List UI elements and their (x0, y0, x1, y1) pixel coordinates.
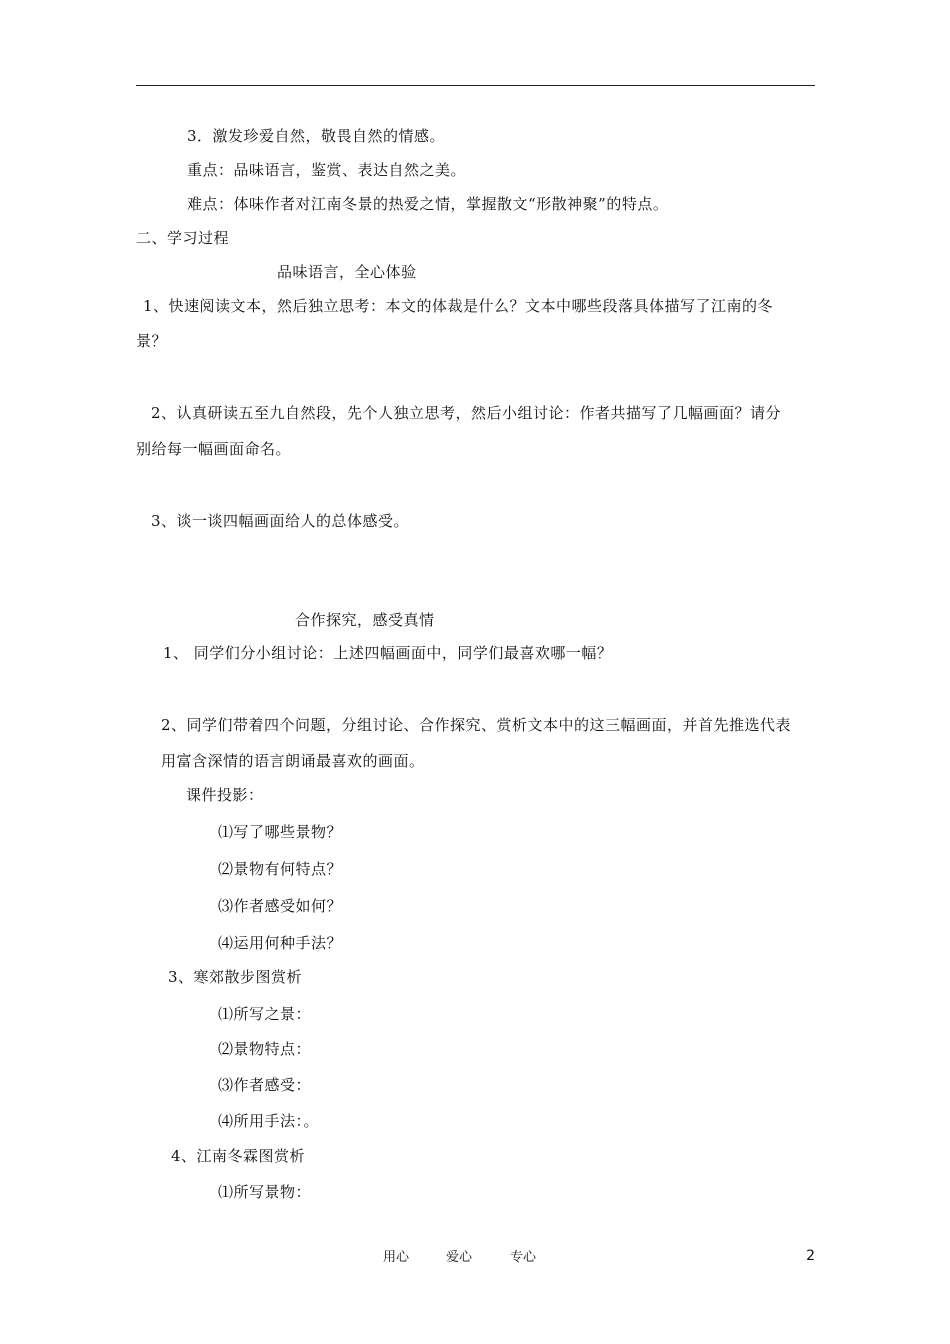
part1-q2-line1: 2、认真研读五至九自然段，先个人独立思考，然后小组讨论：作者共描写了几幅画面？请分 (151, 404, 782, 422)
q3-item: ⑵景物特点： (218, 1040, 312, 1058)
q4-item: ⑴所写景物： (218, 1183, 312, 1201)
footer-motto-1: 用心 (383, 1250, 410, 1265)
part2-q1: 1、 同学们分小组讨论：上述四幅画面中，同学们最喜欢哪一幅？ (163, 644, 613, 662)
part2-q2-line2: 用富含深情的语言朗诵最喜欢的画面。 (161, 752, 425, 770)
section-heading: 二、学习过程 (136, 229, 230, 247)
projection-item: ⑴写了哪些景物？ (218, 823, 343, 841)
q3-item: ⑷所用手法：。 (218, 1112, 320, 1130)
part1-q1-line1: 1、快速阅读文本，然后独立思考：本文的体裁是什么？文本中哪些段落具体描写了江南的冬 (143, 297, 774, 315)
part1-title: 品味语言，全心体验 (277, 263, 417, 281)
projection-item: ⑷运用何种手法？ (218, 934, 343, 952)
part1-q1-line2: 景？ (136, 332, 168, 350)
q3-title: 3、寒郊散步图赏析 (168, 968, 303, 986)
part1-q3: 3、谈一谈四幅画面给人的总体感受。 (151, 512, 410, 530)
projection-label: 课件投影： (186, 786, 264, 804)
footer-motto-3: 专心 (510, 1250, 537, 1265)
part2-q2-line1: 2、同学们带着四个问题，分组讨论、合作探究、赏析文本中的这三幅画面，并首先推选代表 (161, 716, 792, 734)
footer-motto-2: 爱心 (446, 1250, 473, 1265)
projection-item: ⑵景物有何特点？ (218, 860, 343, 878)
q3-item: ⑶作者感受： (218, 1076, 312, 1094)
difficulty: 难点：体味作者对江南冬景的热爱之情，掌握散文“形散神聚”的特点。 (187, 195, 669, 213)
q4-title: 4、江南冬霖图赏析 (171, 1147, 306, 1165)
header-rule (136, 85, 815, 86)
part2-title: 合作探究，感受真情 (295, 611, 435, 629)
q3-item: ⑴所写之景： (218, 1005, 312, 1023)
projection-item: ⑶作者感受如何？ (218, 897, 343, 915)
page-number: 2 (806, 1248, 815, 1264)
part1-q2-line2: 别给每一幅画面命名。 (136, 440, 292, 458)
goal-item-3: 3．激发珍爱自然，敬畏自然的情感。 (187, 127, 446, 145)
key-point: 重点：品味语言，鉴赏、表达自然之美。 (187, 161, 467, 179)
